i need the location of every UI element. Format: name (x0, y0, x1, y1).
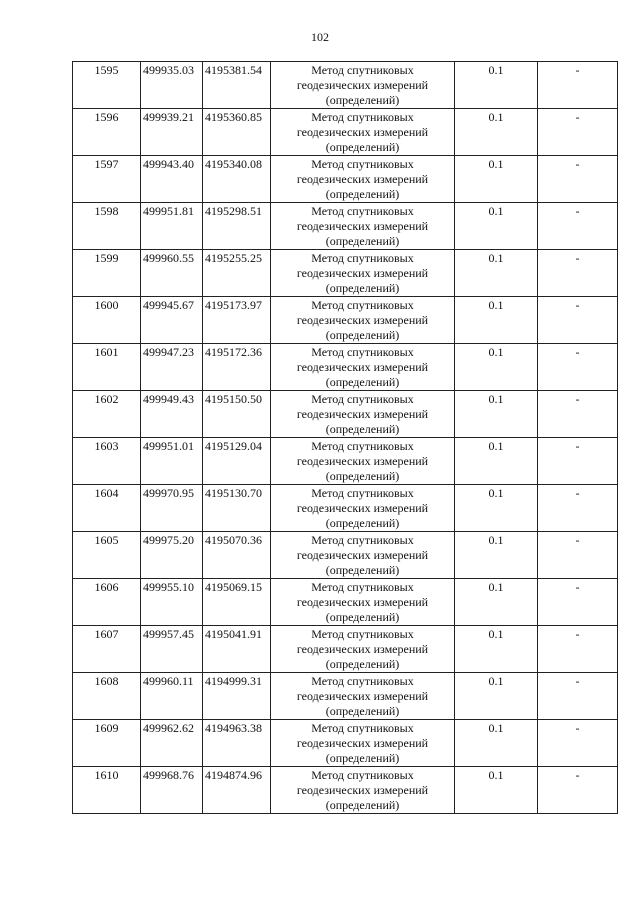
accuracy-cell: 0.1 (455, 579, 538, 626)
method-cell (271, 720, 455, 767)
method-line: Метод спутниковых (311, 580, 414, 594)
description-cell: - (538, 250, 618, 297)
description-cell: - (538, 109, 618, 156)
table-row (73, 720, 618, 767)
method-cell (271, 62, 455, 109)
method-line: Метод спутниковых (311, 486, 414, 500)
accuracy-cell: 0.1 (455, 767, 538, 814)
accuracy-cell: 0.1 (455, 62, 538, 109)
method-line: (определений) (325, 657, 400, 671)
description-cell: - (538, 720, 618, 767)
y-coordinate-cell: 4195150.50 (203, 391, 271, 438)
accuracy-cell: 0.1 (455, 344, 538, 391)
description-cell: - (538, 391, 618, 438)
method-line: геодезических измерений (296, 360, 429, 374)
method-line: геодезических измерений (296, 125, 429, 139)
description-cell: - (538, 579, 618, 626)
method-line: Метод спутниковых (311, 204, 414, 218)
y-coordinate-cell: 4194874.96 (203, 767, 271, 814)
method-cell (271, 532, 455, 579)
method-line: Метод спутниковых (311, 110, 414, 124)
y-coordinate-cell: 4195298.51 (203, 203, 271, 250)
method-line: (определений) (325, 798, 400, 812)
point-number-cell: 1599 (73, 250, 141, 297)
table-row (73, 297, 618, 344)
table-row (73, 673, 618, 720)
method-cell (271, 297, 455, 344)
table-row (73, 391, 618, 438)
method-line: Метод спутниковых (311, 721, 414, 735)
point-number-cell: 1597 (73, 156, 141, 203)
point-number-cell: 1609 (73, 720, 141, 767)
method-line: (определений) (325, 516, 400, 530)
method-line: (определений) (325, 281, 400, 295)
table-row (73, 250, 618, 297)
method-line: геодезических измерений (296, 501, 429, 515)
method-line: геодезических измерений (296, 736, 429, 750)
point-number-cell: 1606 (73, 579, 141, 626)
table-row (73, 62, 618, 109)
description-cell: - (538, 626, 618, 673)
x-coordinate-cell: 499970.95 (141, 485, 203, 532)
table-row (73, 203, 618, 250)
x-coordinate-cell: 499962.62 (141, 720, 203, 767)
y-coordinate-cell: 4195173.97 (203, 297, 271, 344)
accuracy-cell: 0.1 (455, 203, 538, 250)
description-cell: - (538, 203, 618, 250)
method-line: Метод спутниковых (311, 533, 414, 547)
accuracy-cell: 0.1 (455, 720, 538, 767)
method-line: Метод спутниковых (311, 63, 414, 77)
method-line: Метод спутниковых (311, 345, 414, 359)
method-cell (271, 626, 455, 673)
point-number-cell: 1598 (73, 203, 141, 250)
method-line: (определений) (325, 328, 400, 342)
point-number-cell: 1608 (73, 673, 141, 720)
point-number-cell: 1603 (73, 438, 141, 485)
x-coordinate-cell: 499960.11 (141, 673, 203, 720)
method-line: (определений) (325, 469, 400, 483)
point-number-cell: 1600 (73, 297, 141, 344)
y-coordinate-cell: 4195340.08 (203, 156, 271, 203)
x-coordinate-cell: 499975.20 (141, 532, 203, 579)
method-line: геодезических измерений (296, 407, 429, 421)
method-line: геодезических измерений (296, 266, 429, 280)
method-line: (определений) (325, 704, 400, 718)
y-coordinate-cell: 4195255.25 (203, 250, 271, 297)
method-cell (271, 344, 455, 391)
method-line: геодезических измерений (296, 78, 429, 92)
method-line: геодезических измерений (296, 783, 429, 797)
accuracy-cell: 0.1 (455, 673, 538, 720)
method-line: Метод спутниковых (311, 674, 414, 688)
method-line: (определений) (325, 375, 400, 389)
y-coordinate-cell: 4194999.31 (203, 673, 271, 720)
description-cell: - (538, 344, 618, 391)
description-cell: - (538, 297, 618, 344)
method-line: Метод спутниковых (311, 627, 414, 641)
accuracy-cell: 0.1 (455, 485, 538, 532)
x-coordinate-cell: 499943.40 (141, 156, 203, 203)
table-row (73, 579, 618, 626)
y-coordinate-cell: 4195129.04 (203, 438, 271, 485)
x-coordinate-cell: 499968.76 (141, 767, 203, 814)
x-coordinate-cell: 499947.23 (141, 344, 203, 391)
x-coordinate-cell: 499960.55 (141, 250, 203, 297)
method-line: геодезических измерений (296, 454, 429, 468)
method-line: геодезических измерений (296, 642, 429, 656)
method-cell (271, 485, 455, 532)
table-row (73, 532, 618, 579)
y-coordinate-cell: 4195070.36 (203, 532, 271, 579)
method-line: геодезических измерений (296, 172, 429, 186)
accuracy-cell: 0.1 (455, 250, 538, 297)
coordinates-table (72, 61, 618, 814)
point-number-cell: 1607 (73, 626, 141, 673)
description-cell: - (538, 673, 618, 720)
method-cell (271, 250, 455, 297)
x-coordinate-cell: 499935.03 (141, 62, 203, 109)
x-coordinate-cell: 499945.67 (141, 297, 203, 344)
method-line: Метод спутниковых (311, 392, 414, 406)
x-coordinate-cell: 499939.21 (141, 109, 203, 156)
point-number-cell: 1610 (73, 767, 141, 814)
description-cell: - (538, 767, 618, 814)
y-coordinate-cell: 4194963.38 (203, 720, 271, 767)
y-coordinate-cell: 4195041.91 (203, 626, 271, 673)
table-row (73, 156, 618, 203)
method-line: (определений) (325, 610, 400, 624)
method-line: (определений) (325, 422, 400, 436)
method-cell (271, 767, 455, 814)
point-number-cell: 1605 (73, 532, 141, 579)
y-coordinate-cell: 4195069.15 (203, 579, 271, 626)
coordinates-table-body (73, 62, 618, 814)
method-line: геодезических измерений (296, 219, 429, 233)
table-row (73, 109, 618, 156)
y-coordinate-cell: 4195360.85 (203, 109, 271, 156)
point-number-cell: 1604 (73, 485, 141, 532)
method-cell (271, 438, 455, 485)
x-coordinate-cell: 499951.81 (141, 203, 203, 250)
method-cell (271, 109, 455, 156)
accuracy-cell: 0.1 (455, 297, 538, 344)
point-number-cell: 1601 (73, 344, 141, 391)
method-line: (определений) (325, 93, 400, 107)
table-row (73, 485, 618, 532)
method-line: Метод спутниковых (311, 768, 414, 782)
method-line: (определений) (325, 234, 400, 248)
method-line: геодезических измерений (296, 548, 429, 562)
table-row (73, 767, 618, 814)
accuracy-cell: 0.1 (455, 438, 538, 485)
x-coordinate-cell: 499957.45 (141, 626, 203, 673)
y-coordinate-cell: 4195172.36 (203, 344, 271, 391)
method-cell (271, 156, 455, 203)
point-number-cell: 1602 (73, 391, 141, 438)
method-line: Метод спутниковых (311, 439, 414, 453)
method-cell (271, 579, 455, 626)
point-number-cell: 1595 (73, 62, 141, 109)
y-coordinate-cell: 4195130.70 (203, 485, 271, 532)
accuracy-cell: 0.1 (455, 156, 538, 203)
method-line: (определений) (325, 563, 400, 577)
method-line: Метод спутниковых (311, 251, 414, 265)
description-cell: - (538, 532, 618, 579)
point-number-cell: 1596 (73, 109, 141, 156)
table-row (73, 438, 618, 485)
table-row (73, 344, 618, 391)
method-line: (определений) (325, 140, 400, 154)
table-row (73, 626, 618, 673)
description-cell: - (538, 438, 618, 485)
method-line: геодезических измерений (296, 689, 429, 703)
x-coordinate-cell: 499949.43 (141, 391, 203, 438)
method-line: (определений) (325, 751, 400, 765)
method-cell (271, 203, 455, 250)
method-line: Метод спутниковых (311, 157, 414, 171)
method-line: геодезических измерений (296, 595, 429, 609)
x-coordinate-cell: 499955.10 (141, 579, 203, 626)
accuracy-cell: 0.1 (455, 532, 538, 579)
accuracy-cell: 0.1 (455, 109, 538, 156)
page-number: 102 (311, 30, 329, 44)
method-line: геодезических измерений (296, 313, 429, 327)
description-cell: - (538, 62, 618, 109)
x-coordinate-cell: 499951.01 (141, 438, 203, 485)
method-cell (271, 673, 455, 720)
description-cell: - (538, 156, 618, 203)
method-line: Метод спутниковых (311, 298, 414, 312)
method-cell (271, 391, 455, 438)
description-cell: - (538, 485, 618, 532)
accuracy-cell: 0.1 (455, 626, 538, 673)
y-coordinate-cell: 4195381.54 (203, 62, 271, 109)
accuracy-cell: 0.1 (455, 391, 538, 438)
method-line: (определений) (325, 187, 400, 201)
